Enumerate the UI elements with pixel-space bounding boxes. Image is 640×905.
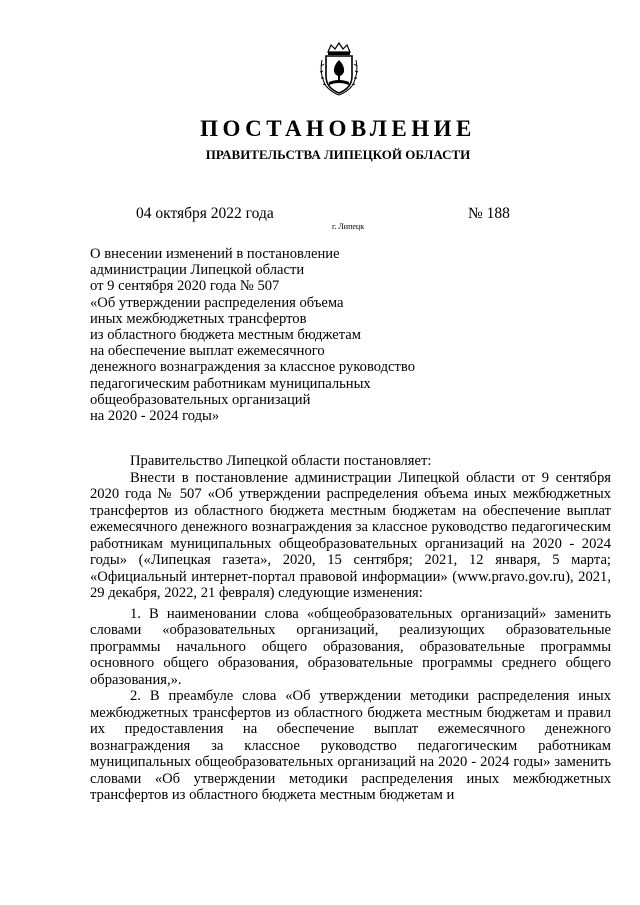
subject-line: денежного вознаграждения за классное руководство [90,359,416,376]
subject-line: на обеспечение выплат ежемесячного [90,343,325,360]
subject-line: на 2020 - 2024 годы» [90,408,220,425]
document-city: г. Липецк [332,222,365,231]
subject-line: из областного бюджета местным бюджетам [90,327,362,344]
document-subject [90,246,415,424]
document-date: 04 октября 2022 года [136,205,274,222]
coat-of-arms-icon [318,40,360,96]
item-2-paragraph: 2. В преамбуле слова «Об утверждении методики распределения иных межбюджетных трансфертов из областного бюджета местным бюджетам и правил их предоставления на обеспечение выплат ежемесячного денежного вознаграждения за классное руководство педагогическим работникам муниципальных общеобразовательных организаций на 2020 - 2024 годы» заменить словами «Об утверждении методики распределения иных межбюджетных трансфертов из областного бюджета местным бюджетам и [90,688,611,803]
subject-line: «Об утверждении распределения объема [90,294,344,311]
intro-paragraph: Внести в постановление администрации Липецкой области от 9 сентября 2020 года № 507 «Об утверждении распределения объема иных межбюджетных трансфертов из областного бюджета местным бюджетам на обеспечение выплат ежемесячного денежного вознаграждения за классное руководство педагогическим работникам муниципальных общеобразовательных организаций на 2020 - 2024 годы» («Липецкая газета», 2020, 15 сентября; 2021, 12 января, 5 марта; «Официальный интернет-портал правовой информации» (www.pravo.gov.ru), 2021, 29 декабря, 2022, 21 февраля) следующие изменения: [90,469,611,601]
issuing-authority: ПРАВИТЕЛЬСТВА ЛИПЕЦКОЙ ОБЛАСТИ [205,147,471,162]
subject-line: общеобразовательных организаций [90,391,311,408]
subject-line: педагогическим работникам муниципальных [90,375,371,392]
item-1-paragraph: 1. В наименовании слова «общеобразовательных организаций» заменить словами «образовательных организаций, реализующих образовательные программы начального общего образования, образовательные программы основного общего образования, образовательные программы среднего общего образования,». [90,605,611,688]
document-title: ПОСТАНОВЛЕНИЕ [200,116,476,141]
subject-line: О внесении изменений в постановление [90,246,340,262]
preamble-paragraph: Правительство Липецкой области постановляет: [130,453,432,469]
subject-line: от 9 сентября 2020 года № 507 [90,278,280,295]
subject-line: администрации Липецкой области [90,262,305,279]
document-number: № 188 [468,205,510,222]
document-body [90,453,611,804]
subject-line: иных межбюджетных трансфертов [90,310,307,327]
